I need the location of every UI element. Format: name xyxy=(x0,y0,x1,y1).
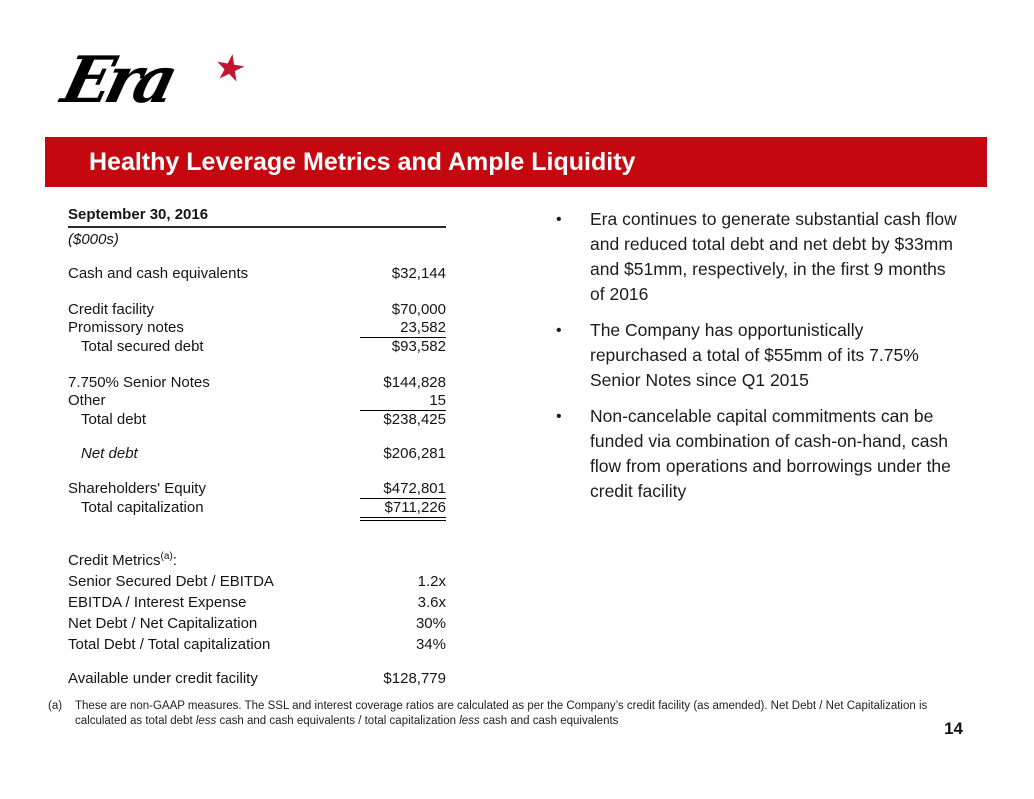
credit-metrics-title xyxy=(68,546,446,571)
table-row-net-debt xyxy=(68,445,446,463)
row-value: $144,828 xyxy=(383,374,446,391)
era-logo-text: Era xyxy=(54,43,180,118)
row-value: 15 xyxy=(360,392,446,411)
row-value: 23,582 xyxy=(360,319,446,338)
table-row xyxy=(68,392,446,411)
metric-row xyxy=(68,592,446,613)
footnote-text xyxy=(75,699,975,728)
bullet-item xyxy=(556,207,966,307)
spacer xyxy=(68,463,446,480)
bullet-icon: • xyxy=(556,211,562,228)
metric-label: Senior Secured Debt / EBITDA xyxy=(68,573,274,590)
table-row-available xyxy=(68,670,446,688)
table-unit-note: ($000s) xyxy=(68,231,119,248)
table-row-subtotal xyxy=(68,338,446,356)
row-value: $472,801 xyxy=(360,480,446,499)
bullet-item xyxy=(556,318,966,393)
row-label: Total secured debt xyxy=(81,338,204,355)
credit-metrics-section xyxy=(68,546,446,655)
metric-label: Total Debt / Total capitalization xyxy=(68,636,271,653)
metric-value: 34% xyxy=(415,636,446,653)
bullet-icon: • xyxy=(556,322,562,339)
metric-label: EBITDA / Interest Expense xyxy=(68,594,247,611)
footnote-segment-italic: less xyxy=(195,714,217,727)
table-row xyxy=(68,301,446,319)
metric-row xyxy=(68,613,446,634)
metric-label: Net Debt / Net Capitalization xyxy=(68,615,258,632)
row-label: Cash and cash equivalents xyxy=(68,265,249,282)
row-label: Net debt xyxy=(81,445,138,462)
highlights-bullet-list xyxy=(556,207,966,515)
row-value: $238,425 xyxy=(383,411,446,428)
metric-value: 3.6x xyxy=(417,594,446,611)
table-row xyxy=(68,265,446,283)
row-label: Shareholders' Equity xyxy=(68,480,206,497)
footnote-segment-italic: less xyxy=(459,714,480,727)
metric-row xyxy=(68,571,446,592)
credit-metrics-title-suffix: : xyxy=(172,552,177,569)
slide-title: Healthy Leverage Metrics and Ample Liquidity xyxy=(89,147,636,176)
footnote-marker: (a) xyxy=(48,700,63,712)
table-row xyxy=(68,319,446,338)
title-banner xyxy=(45,137,987,187)
footnote xyxy=(48,699,990,728)
metric-value: 30% xyxy=(415,615,446,632)
metric-row xyxy=(68,634,446,655)
spacer xyxy=(68,249,446,265)
footnote-ref: (a) xyxy=(160,551,173,562)
metric-value: 1.2x xyxy=(417,573,446,590)
footnote-segment: cash and cash equivalents / total capitalization xyxy=(216,714,460,727)
row-value: $32,144 xyxy=(391,265,446,282)
row-label: Promissory notes xyxy=(68,319,184,336)
row-label: Other xyxy=(68,392,106,409)
era-logo xyxy=(54,43,264,136)
credit-metrics-title-text: Credit Metrics xyxy=(68,552,161,569)
page-number: 14 xyxy=(944,719,963,738)
spacer xyxy=(68,655,446,670)
row-value: $711,226 xyxy=(360,499,446,521)
footnote-segment: These are non-GAAP measures. The SSL and interest coverage ratios are calculated as per the Company’s credit facility (as amended). Net Debt / Net Capitalization is calculated as total debt xyxy=(75,700,928,727)
table-row xyxy=(68,480,446,499)
spacer xyxy=(68,283,446,301)
row-label: 7.750% Senior Notes xyxy=(68,374,210,391)
bullet-text: The Company has opportunistically repurchased a total of $55mm of its 7.75% Senior Notes since Q1 2015 xyxy=(590,320,919,390)
balance-sheet-table xyxy=(68,205,446,688)
spacer xyxy=(68,521,446,546)
bullet-text: Era continues to generate substantial cash flow and reduced total debt and net debt by $33mm and $51mm, respectively, in the first 9 months of 2016 xyxy=(590,209,957,304)
table-row-subtotal xyxy=(68,411,446,429)
bullet-icon: • xyxy=(556,408,562,425)
row-label: Total capitalization xyxy=(81,499,204,516)
footnote-segment: cash and cash equivalents xyxy=(479,714,619,727)
table-row-total xyxy=(68,499,446,521)
row-value: $93,582 xyxy=(391,338,446,355)
row-value: $206,281 xyxy=(383,445,446,462)
row-label: Total debt xyxy=(81,411,147,428)
bullet-text: Non-cancelable capital commitments can be funded via combination of cash-on-hand, cash flow from operations and borrowings under the credit facility xyxy=(590,406,951,501)
spacer xyxy=(68,356,446,374)
row-label: Available under credit facility xyxy=(68,670,258,687)
table-header-date: September 30, 2016 xyxy=(68,205,446,228)
row-value: $128,779 xyxy=(383,670,446,687)
bullet-item xyxy=(556,404,966,504)
row-value: $70,000 xyxy=(391,301,446,318)
spacer xyxy=(68,429,446,445)
table-row xyxy=(68,374,446,392)
star-icon: ★ xyxy=(210,44,250,91)
row-label: Credit facility xyxy=(68,301,154,318)
